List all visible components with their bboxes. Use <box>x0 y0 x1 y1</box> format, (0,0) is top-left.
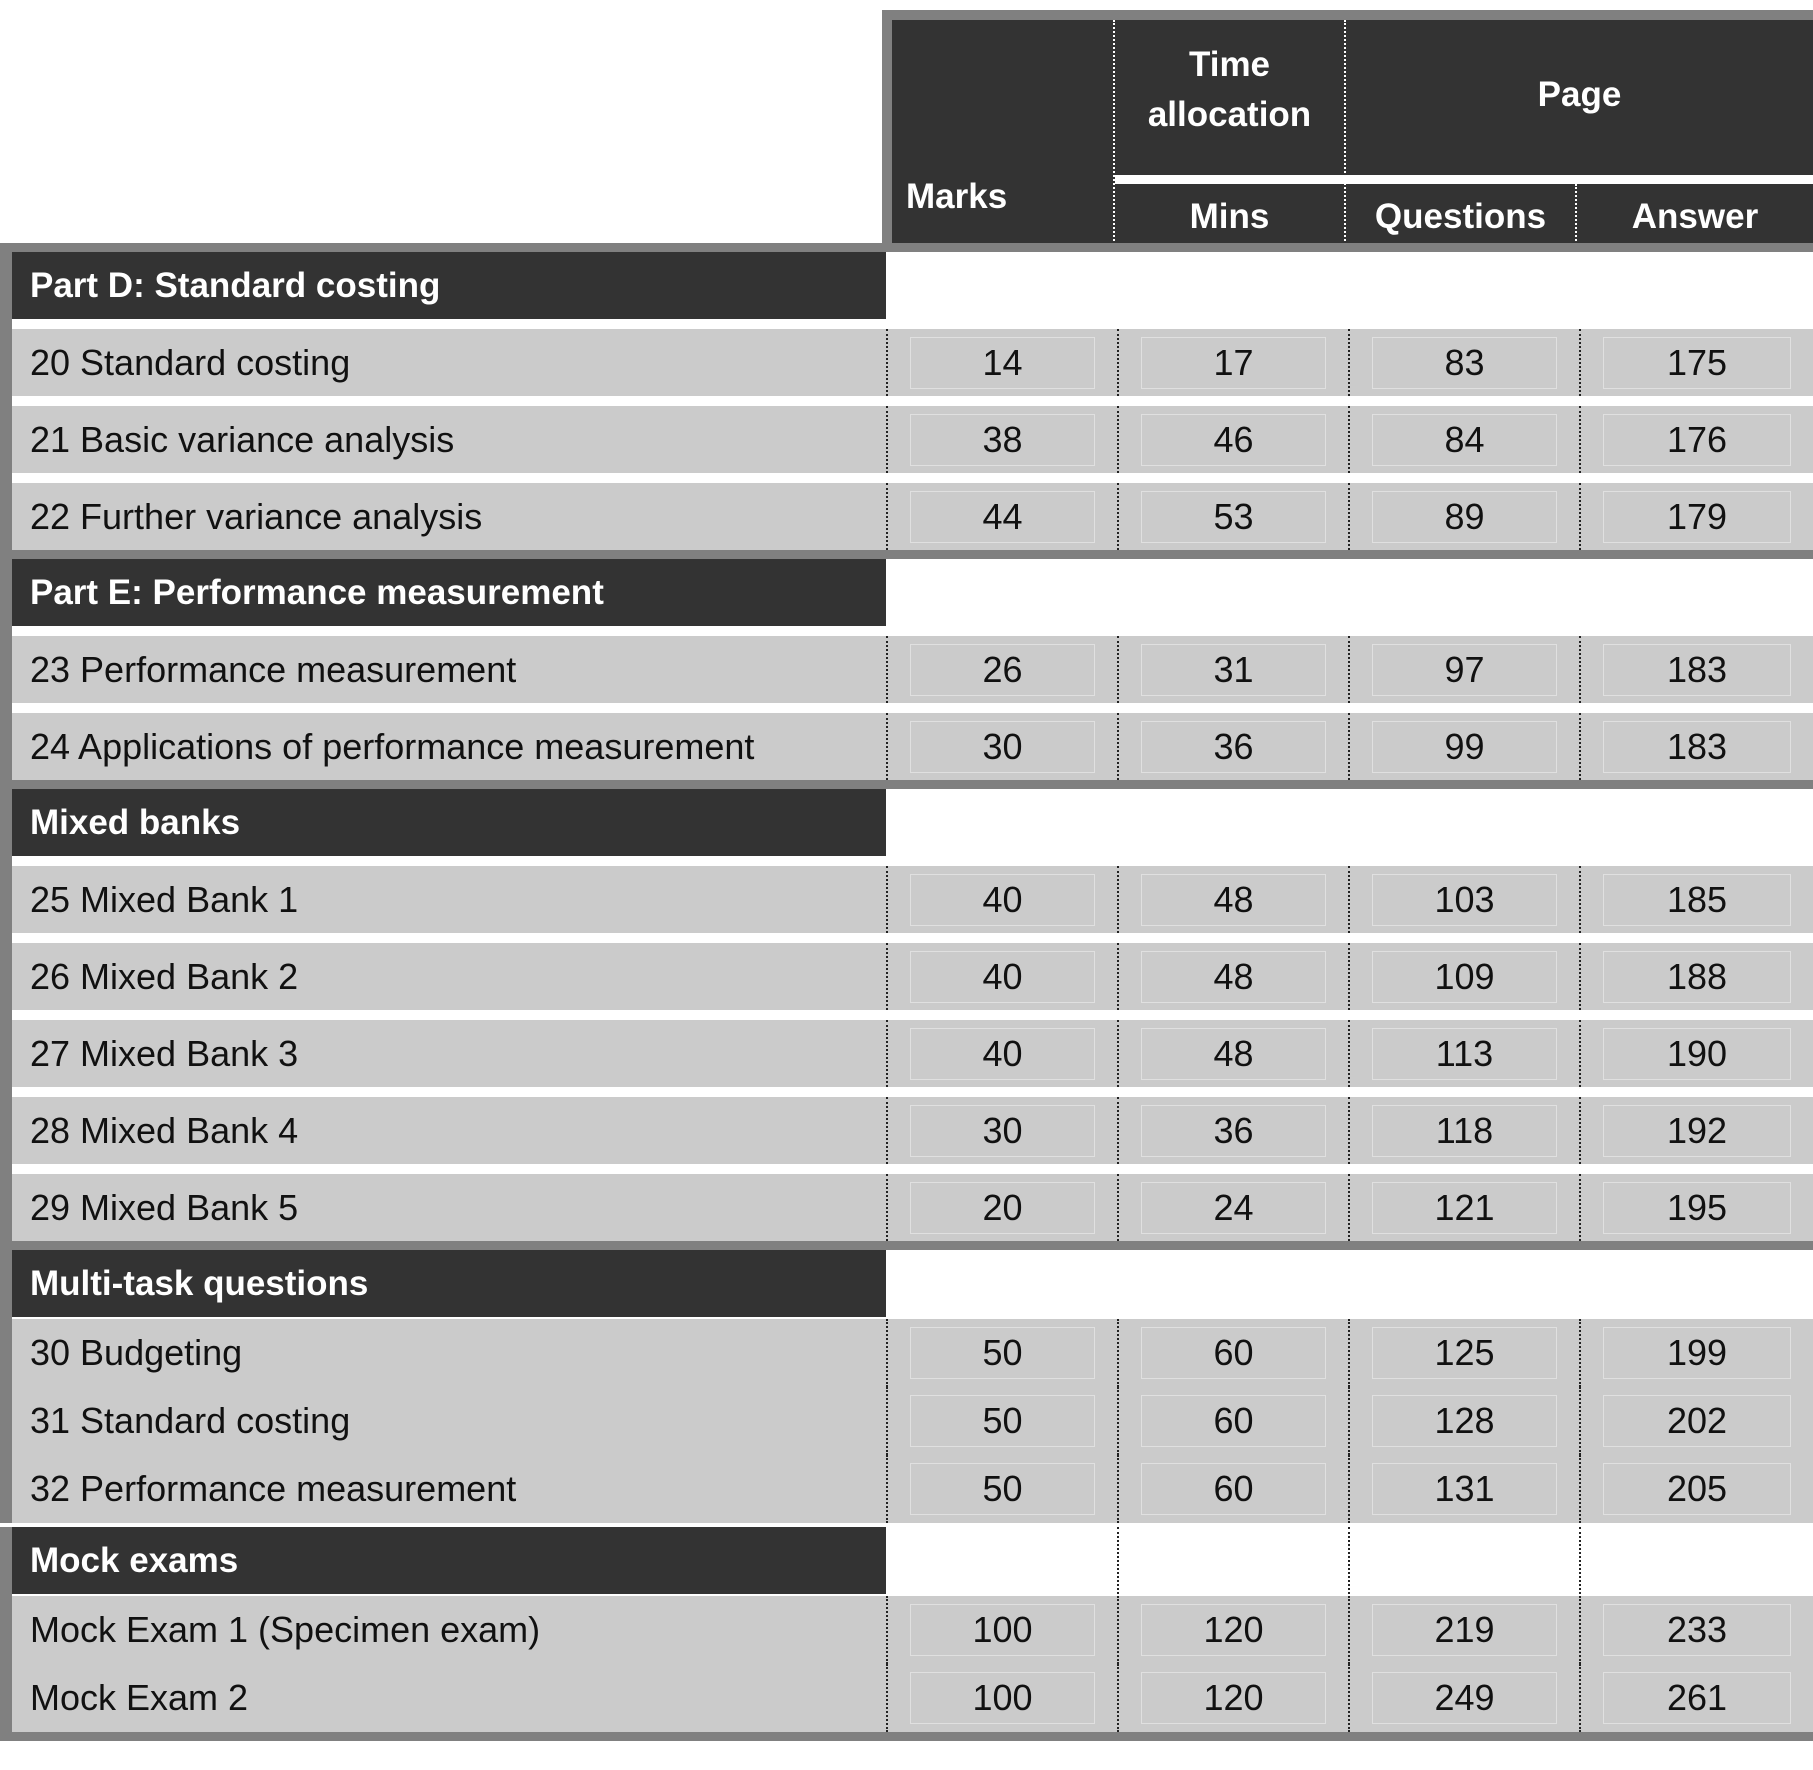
cell-answer <box>1579 943 1813 1010</box>
row-label: 31 Standard costing <box>30 1400 351 1441</box>
table-row <box>12 1387 1813 1455</box>
divider <box>1117 1527 1119 1594</box>
table-row <box>12 1174 1813 1241</box>
cell-marks <box>886 1319 1117 1387</box>
section-heading: Multi-task questions <box>12 1250 886 1317</box>
cell-marks <box>886 1664 1117 1732</box>
cell-marks <box>886 329 1117 396</box>
questions-value: 109 <box>1372 951 1557 1003</box>
table-row <box>12 943 1813 1010</box>
marks-value: 50 <box>910 1395 1095 1447</box>
row-label: 25 Mixed Bank 1 <box>30 878 299 920</box>
mins-value: 36 <box>1141 721 1326 773</box>
cell-marks <box>886 1387 1117 1455</box>
cell-marks <box>886 1596 1117 1664</box>
cell-mins <box>1117 1455 1348 1523</box>
table-left-border <box>0 789 12 1241</box>
mins-value: 46 <box>1141 414 1326 466</box>
answer-value: 183 <box>1603 721 1791 773</box>
cell-questions <box>1348 1319 1579 1387</box>
table-row <box>12 1455 1813 1523</box>
row-label: 28 Mixed Bank 4 <box>30 1109 299 1151</box>
table-row <box>12 1596 1813 1664</box>
row-label: Mock Exam 1 (Specimen exam) <box>30 1609 541 1650</box>
header-questions: Questions <box>1374 197 1547 236</box>
cell-mins <box>1117 1319 1348 1387</box>
marks-value: 30 <box>910 721 1095 773</box>
cell-questions <box>1348 1387 1579 1455</box>
mins-value: 53 <box>1141 491 1326 543</box>
mins-value: 60 <box>1141 1395 1326 1447</box>
cell-mins <box>1117 713 1348 780</box>
cell-mins <box>1117 1387 1348 1455</box>
cell-marks <box>886 1020 1117 1087</box>
cell-questions <box>1348 1664 1579 1732</box>
cell-marks <box>886 713 1117 780</box>
cell-questions <box>1348 1596 1579 1664</box>
cell-answer <box>1579 1097 1813 1164</box>
mins-value: 24 <box>1141 1182 1326 1234</box>
cell-marks <box>886 406 1117 473</box>
answer-value: 188 <box>1603 951 1791 1003</box>
mins-value: 48 <box>1141 874 1326 926</box>
table-row <box>12 866 1813 933</box>
table-row <box>12 1020 1813 1087</box>
row-label: 20 Standard costing <box>30 341 351 383</box>
mins-value: 31 <box>1141 644 1326 696</box>
row-label: 21 Basic variance analysis <box>30 418 455 460</box>
marks-value: 40 <box>910 951 1095 1003</box>
table-row <box>12 1319 1813 1387</box>
cell-questions <box>1348 483 1579 550</box>
table-row <box>12 713 1813 780</box>
cell-mins <box>1117 1097 1348 1164</box>
questions-value: 89 <box>1372 491 1557 543</box>
cell-marks <box>886 866 1117 933</box>
section-heading: Mock exams <box>12 1527 886 1594</box>
cell-answer <box>1579 329 1813 396</box>
cell-questions <box>1348 1020 1579 1087</box>
cell-questions <box>1348 713 1579 780</box>
answer-value: 233 <box>1603 1604 1791 1656</box>
answer-value: 202 <box>1603 1395 1791 1447</box>
row-label: 23 Performance measurement <box>30 648 517 690</box>
row-label: 26 Mixed Bank 2 <box>30 955 299 997</box>
table-header <box>882 10 1813 245</box>
mins-value: 48 <box>1141 951 1326 1003</box>
divider <box>1115 175 1813 184</box>
marks-value: 14 <box>910 337 1095 389</box>
cell-marks <box>886 1455 1117 1523</box>
cell-answer <box>1579 406 1813 473</box>
answer-value: 192 <box>1603 1105 1791 1157</box>
table-left-border <box>0 1527 12 1732</box>
table-bottom-border <box>0 1732 1813 1741</box>
questions-value: 84 <box>1372 414 1557 466</box>
cell-mins <box>1117 1664 1348 1732</box>
cell-questions <box>1348 406 1579 473</box>
cell-questions <box>1348 1174 1579 1241</box>
marks-value: 50 <box>910 1463 1095 1515</box>
marks-value: 100 <box>910 1604 1095 1656</box>
divider <box>1348 1527 1350 1594</box>
marks-value: 40 <box>910 874 1095 926</box>
questions-value: 219 <box>1372 1604 1557 1656</box>
cell-mins <box>1117 1596 1348 1664</box>
mins-value: 48 <box>1141 1028 1326 1080</box>
questions-value: 131 <box>1372 1463 1557 1515</box>
mins-value: 60 <box>1141 1463 1326 1515</box>
cell-answer <box>1579 1319 1813 1387</box>
row-label: 24 Applications of performance measurement <box>30 725 755 767</box>
questions-value: 121 <box>1372 1182 1557 1234</box>
answer-value: 176 <box>1603 414 1791 466</box>
cell-answer <box>1579 636 1813 703</box>
answer-value: 190 <box>1603 1028 1791 1080</box>
answer-value: 179 <box>1603 491 1791 543</box>
cell-questions <box>1348 866 1579 933</box>
marks-value: 100 <box>910 1672 1095 1724</box>
questions-value: 125 <box>1372 1327 1557 1379</box>
marks-value: 40 <box>910 1028 1095 1080</box>
row-label: 30 Budgeting <box>30 1332 243 1373</box>
table-row <box>12 483 1813 550</box>
header-time-allocation: Time allocation <box>1147 45 1312 134</box>
answer-value: 199 <box>1603 1327 1791 1379</box>
section-heading: Mixed banks <box>12 789 886 856</box>
answer-value: 183 <box>1603 644 1791 696</box>
section-divider <box>0 780 1813 789</box>
cell-answer <box>1579 1174 1813 1241</box>
cell-questions <box>1348 1455 1579 1523</box>
cell-marks <box>886 483 1117 550</box>
answer-value: 205 <box>1603 1463 1791 1515</box>
cell-marks <box>886 1174 1117 1241</box>
cell-marks <box>886 636 1117 703</box>
cell-questions <box>1348 1097 1579 1164</box>
row-label: 22 Further variance analysis <box>30 495 483 537</box>
header-mins: Mins <box>1189 197 1270 236</box>
answer-value: 185 <box>1603 874 1791 926</box>
section-heading: Part D: Standard costing <box>12 252 886 319</box>
section-divider <box>0 1241 1813 1250</box>
questions-value: 128 <box>1372 1395 1557 1447</box>
table-row <box>12 406 1813 473</box>
mins-value: 120 <box>1141 1604 1326 1656</box>
table-row <box>12 1097 1813 1164</box>
marks-value: 44 <box>910 491 1095 543</box>
cell-answer <box>1579 1020 1813 1087</box>
row-label: 29 Mixed Bank 5 <box>30 1186 299 1228</box>
section-divider <box>0 243 1813 252</box>
cell-questions <box>1348 636 1579 703</box>
cell-answer <box>1579 1387 1813 1455</box>
table-row <box>12 636 1813 703</box>
row-label: 32 Performance measurement <box>30 1468 517 1509</box>
header-page: Page <box>1537 75 1622 114</box>
questions-value: 83 <box>1372 337 1557 389</box>
table-left-border <box>0 559 12 780</box>
cell-marks <box>886 943 1117 1010</box>
section-heading: Part E: Performance measurement <box>12 559 886 626</box>
questions-value: 103 <box>1372 874 1557 926</box>
cell-answer <box>1579 866 1813 933</box>
header-marks: Marks <box>906 177 1008 216</box>
cell-answer <box>1579 483 1813 550</box>
cell-answer <box>1579 1596 1813 1664</box>
cell-answer <box>1579 1455 1813 1523</box>
cell-mins <box>1117 636 1348 703</box>
questions-value: 113 <box>1372 1028 1557 1080</box>
section-divider <box>0 550 1813 559</box>
answer-value: 175 <box>1603 337 1791 389</box>
answer-value: 195 <box>1603 1182 1791 1234</box>
mins-value: 60 <box>1141 1327 1326 1379</box>
cell-mins <box>1117 866 1348 933</box>
row-label: 27 Mixed Bank 3 <box>30 1032 299 1074</box>
marks-value: 26 <box>910 644 1095 696</box>
cell-mins <box>1117 1174 1348 1241</box>
mins-value: 17 <box>1141 337 1326 389</box>
table-left-border <box>0 1250 12 1523</box>
table-row <box>12 1664 1813 1732</box>
questions-value: 249 <box>1372 1672 1557 1724</box>
cell-answer <box>1579 713 1813 780</box>
cell-marks <box>886 1097 1117 1164</box>
cell-answer <box>1579 1664 1813 1732</box>
questions-value: 99 <box>1372 721 1557 773</box>
mins-value: 36 <box>1141 1105 1326 1157</box>
cell-mins <box>1117 943 1348 1010</box>
questions-value: 97 <box>1372 644 1557 696</box>
header-answer: Answer <box>1631 197 1759 236</box>
cell-mins <box>1117 483 1348 550</box>
answer-value: 261 <box>1603 1672 1791 1724</box>
marks-value: 50 <box>910 1327 1095 1379</box>
mins-value: 120 <box>1141 1672 1326 1724</box>
cell-questions <box>1348 329 1579 396</box>
cell-questions <box>1348 943 1579 1010</box>
cell-mins <box>1117 1020 1348 1087</box>
table-row <box>12 329 1813 396</box>
marks-value: 30 <box>910 1105 1095 1157</box>
cell-mins <box>1117 406 1348 473</box>
cell-mins <box>1117 329 1348 396</box>
divider <box>1579 1527 1581 1594</box>
questions-value: 118 <box>1372 1105 1557 1157</box>
marks-value: 20 <box>910 1182 1095 1234</box>
row-label: Mock Exam 2 <box>30 1677 249 1718</box>
marks-value: 38 <box>910 414 1095 466</box>
table-left-border <box>0 252 12 550</box>
